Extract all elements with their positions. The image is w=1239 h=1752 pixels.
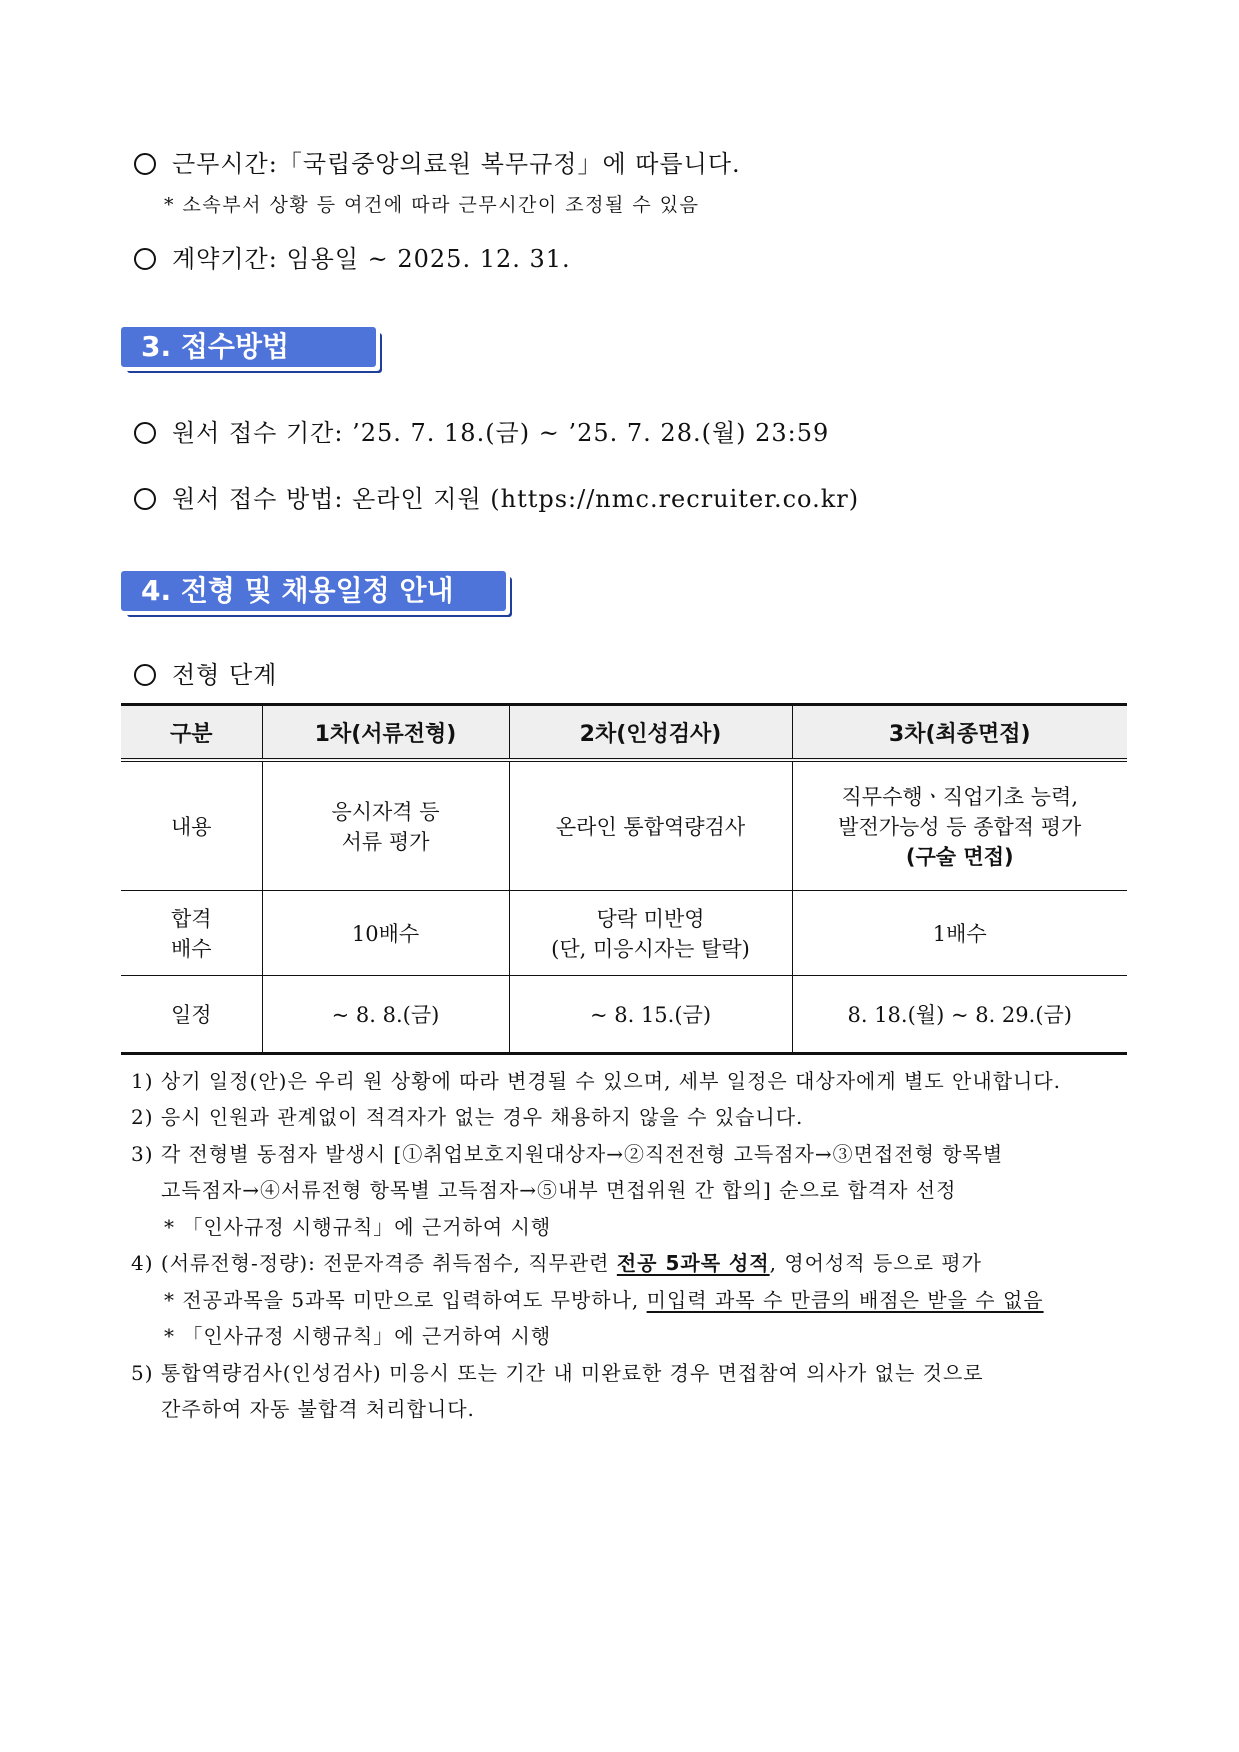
footnote-1: 1) 상기 일정(안)은 우리 원 상황에 따라 변경될 수 있으며, 세부 일정은 대상자에게 별도 안내합니다. [131, 1069, 1062, 1093]
circle-bullet-icon [134, 422, 156, 444]
schedule-stage-3: 8. 18.(월) ~ 8. 29.(금) [792, 976, 1127, 1054]
stages-label: 전형 단계 [172, 661, 278, 689]
footnote-2: 2) 응시 인원과 관계없이 적격자가 없는 경우 채용하지 않을 수 있습니다. [131, 1105, 804, 1129]
footnote-5-line2: 간주하여 자동 불합격 처리합니다. [161, 1397, 475, 1421]
multiple-stage-3: 1배수 [792, 891, 1127, 976]
footnote-4-note-1 [164, 1284, 1044, 1313]
application-method-text: 원서 접수 방법: 온라인 지원 (https://nmc.recruiter.co.kr) [172, 485, 860, 513]
work-hours-note: * 소속부서 상황 등 여건에 따라 근무시간이 조정될 수 있음 [164, 194, 700, 216]
multiple-label-line2: 배수 [170, 937, 212, 961]
section-4-header: 4. 전형 및 채용일정 안내 [121, 571, 506, 611]
footnote-4-note-1-prefix: * 전공과목을 5과목 미만으로 입력하여도 무방하나, [164, 1288, 647, 1312]
schedule-label: 일정 [121, 976, 262, 1054]
footnote-3-line2: 고득점자→④서류전형 항목별 고득점자→⑤내부 면접위원 간 합의] 순으로 합격자 선정 [161, 1178, 957, 1202]
application-period-item [134, 413, 829, 448]
multiple-stage-1: 10배수 [262, 891, 509, 976]
content-label: 내용 [121, 760, 262, 891]
schedule-table [121, 703, 1127, 1055]
content-stage-2: 온라인 통합역량검사 [509, 760, 792, 891]
work-hours-text: 근무시간:「국립중앙의료원 복무규정」에 따릅니다. [172, 150, 741, 178]
footnote-4-note-1-underlined: 미입력 과목 수 만큼의 배점은 받을 수 없음 [646, 1288, 1044, 1312]
application-period-text: 원서 접수 기간: ’25. 7. 18.(금) ~ ’25. 7. 28.(월) 23:59 [172, 419, 830, 447]
table-row [121, 891, 1127, 976]
footnote-4 [131, 1247, 982, 1276]
multiple-label [121, 891, 262, 976]
application-method-item [134, 479, 859, 514]
circle-bullet-icon [134, 664, 156, 686]
table-header-row [121, 705, 1127, 761]
footnote-4-prefix: 4) (서류전형-정량): 전문자격증 취득점수, 직무관련 [131, 1251, 617, 1275]
content-stage-1-line1: 응시자격 등 [331, 800, 440, 824]
header-stage-2: 2차(인성검사) [509, 705, 792, 761]
multiple-stage-2 [509, 891, 792, 976]
schedule-stage-2: ~ 8. 15.(금) [509, 976, 792, 1054]
footnote-3-line1: 3) 각 전형별 동점자 발생시 [①취업보호지원대상자→②직전전형 고득점자→③면접전형 항목별 [131, 1142, 1004, 1166]
contract-text: 계약기간: 임용일 ~ 2025. 12. 31. [172, 245, 571, 273]
work-hours-item [134, 144, 741, 179]
header-stage-3: 3차(최종면접) [792, 705, 1127, 761]
multiple-stage-2-line2: (단, 미응시자는 탈락) [551, 937, 750, 961]
circle-bullet-icon [134, 153, 156, 175]
footnote-4-note-2: * 「인사규정 시행규칙」에 근거하여 시행 [164, 1324, 552, 1348]
header-category: 구분 [121, 705, 262, 761]
footnote-5-line1: 5) 통합역량검사(인성검사) 미응시 또는 기간 내 미완료한 경우 면접참여 의사가 없는 것으로 [131, 1361, 984, 1385]
multiple-stage-2-line1: 당락 미반영 [596, 907, 705, 931]
footnote-4-emphasis: 전공 5과목 성적 [616, 1251, 770, 1275]
content-stage-3-line1: 직무수행ㆍ직업기초 능력, [841, 785, 1078, 809]
schedule-stage-1: ~ 8. 8.(금) [262, 976, 509, 1054]
header-stage-1: 1차(서류전형) [262, 705, 509, 761]
footnote-4-suffix: , 영어성적 등으로 평가 [769, 1251, 982, 1275]
table-row [121, 976, 1127, 1054]
table-row [121, 760, 1127, 891]
content-stage-1-line2: 서류 평가 [341, 830, 430, 854]
content-stage-3-line3: (구술 면접) [905, 845, 1014, 869]
footnote-3-note: * 「인사규정 시행규칙」에 근거하여 시행 [164, 1215, 552, 1239]
section-3-header: 3. 접수방법 [121, 327, 376, 367]
content-stage-3-line2: 발전가능성 등 종합적 평가 [838, 815, 1082, 839]
multiple-label-line1: 합격 [170, 907, 212, 931]
circle-bullet-icon [134, 488, 156, 510]
stages-item [134, 655, 277, 690]
content-stage-1 [262, 760, 509, 891]
contract-item [134, 239, 571, 274]
content-stage-3 [792, 760, 1127, 891]
circle-bullet-icon [134, 248, 156, 270]
